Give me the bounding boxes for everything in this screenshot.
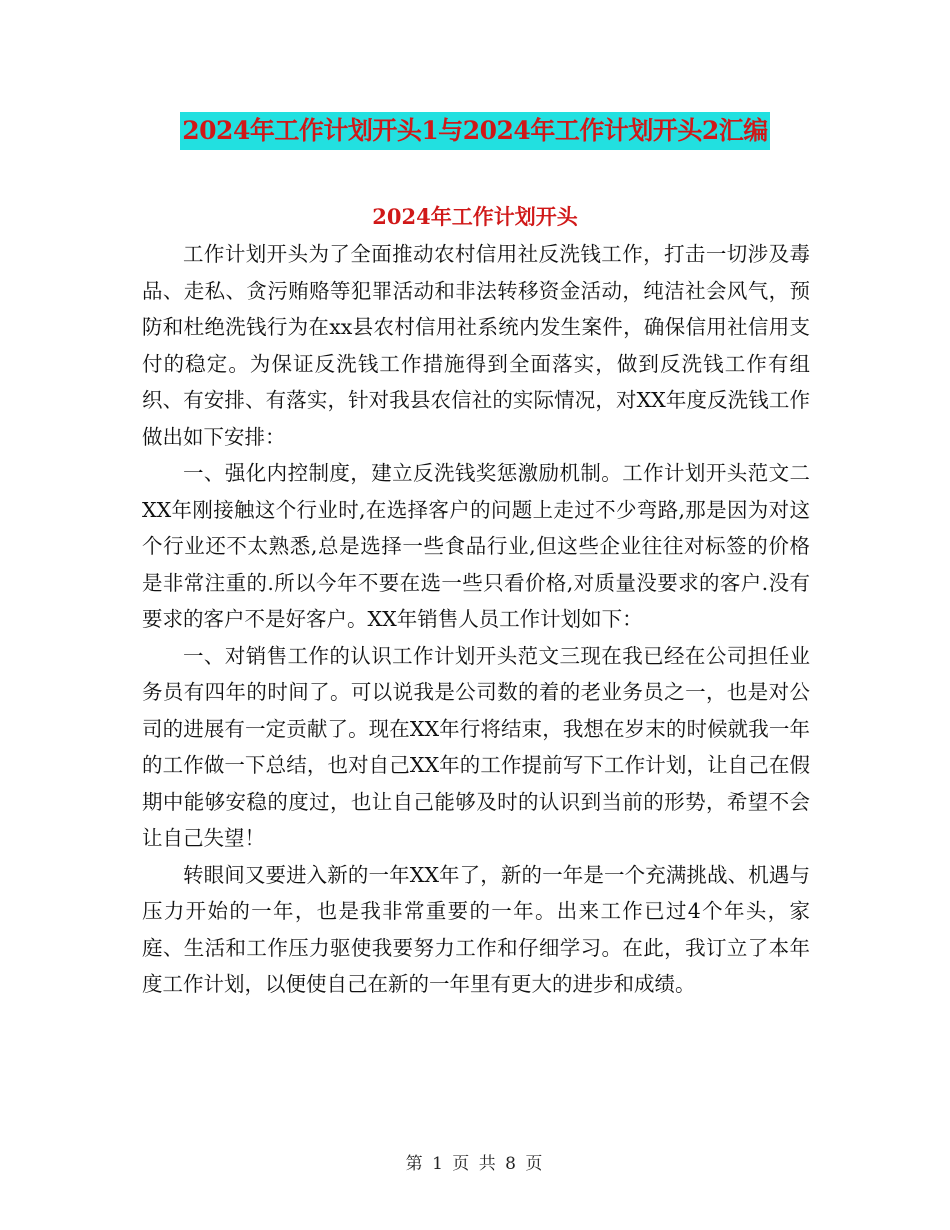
paragraph: 工作计划开头为了全面推动农村信用社反洗钱工作，打击一切涉及毒品、走私、贪污贿赂等犯罪活动和非法转移资金活动，纯洁社会风气，预防和杜绝洗钱行为在xx县农村信用社系统内发生案件，确保信用社信用支付的稳定。为保证反洗钱工作措施得到全面落实，做到反洗钱工作有组织、有安排、有落实，针对我县农信社的实际情况，对XX年度反洗钱工作做出如下安排：	[142, 242, 810, 449]
document-body	[142, 236, 810, 1003]
paragraph: 一、对销售工作的认识工作计划开头范文三现在我已经在公司担任业务员有四年的时间了。可以说我是公司数的着的老业务员之一，也是对公司的进展有一定贡献了。现在XX年行将结束，我想在岁末的时候就我一年的工作做一下总结，也对自己XX年的工作提前写下工作计划，让自己在假期中能够安稳的度过，也让自己能够及时的认识到当前的形势，希望不会让自己失望！	[142, 643, 810, 850]
document-title: 2024年工作计划开头1与2024年工作计划开头2汇编	[180, 112, 769, 150]
document-title-container	[0, 112, 950, 150]
paragraph: 一、强化内控制度，建立反洗钱奖惩激励机制。工作计划开头范文二XX年刚接触这个行业时,在选择客户的问题上走过不少弯路,那是因为对这个行业还不太熟悉,总是选择一些食品行业,但这些企业往往对标签的价格是非常注重的.所以今年不要在选一些只看价格,对质量没要求的客户.没有要求的客户不是好客户。XX年销售人员工作计划如下：	[142, 461, 810, 631]
paragraph: 转眼间又要进入新的一年XX年了，新的一年是一个充满挑战、机遇与压力开始的一年，也是我非常重要的一年。出来工作已过4个年头，家庭、生活和工作压力驱使我要努力工作和仔细学习。在此，我订立了本年度工作计划，以便使自己在新的一年里有更大的进步和成绩。	[142, 862, 810, 996]
section-title: 2024年工作计划开头	[372, 204, 578, 229]
page-footer: 第 1 页 共 8 页	[405, 1154, 545, 1174]
